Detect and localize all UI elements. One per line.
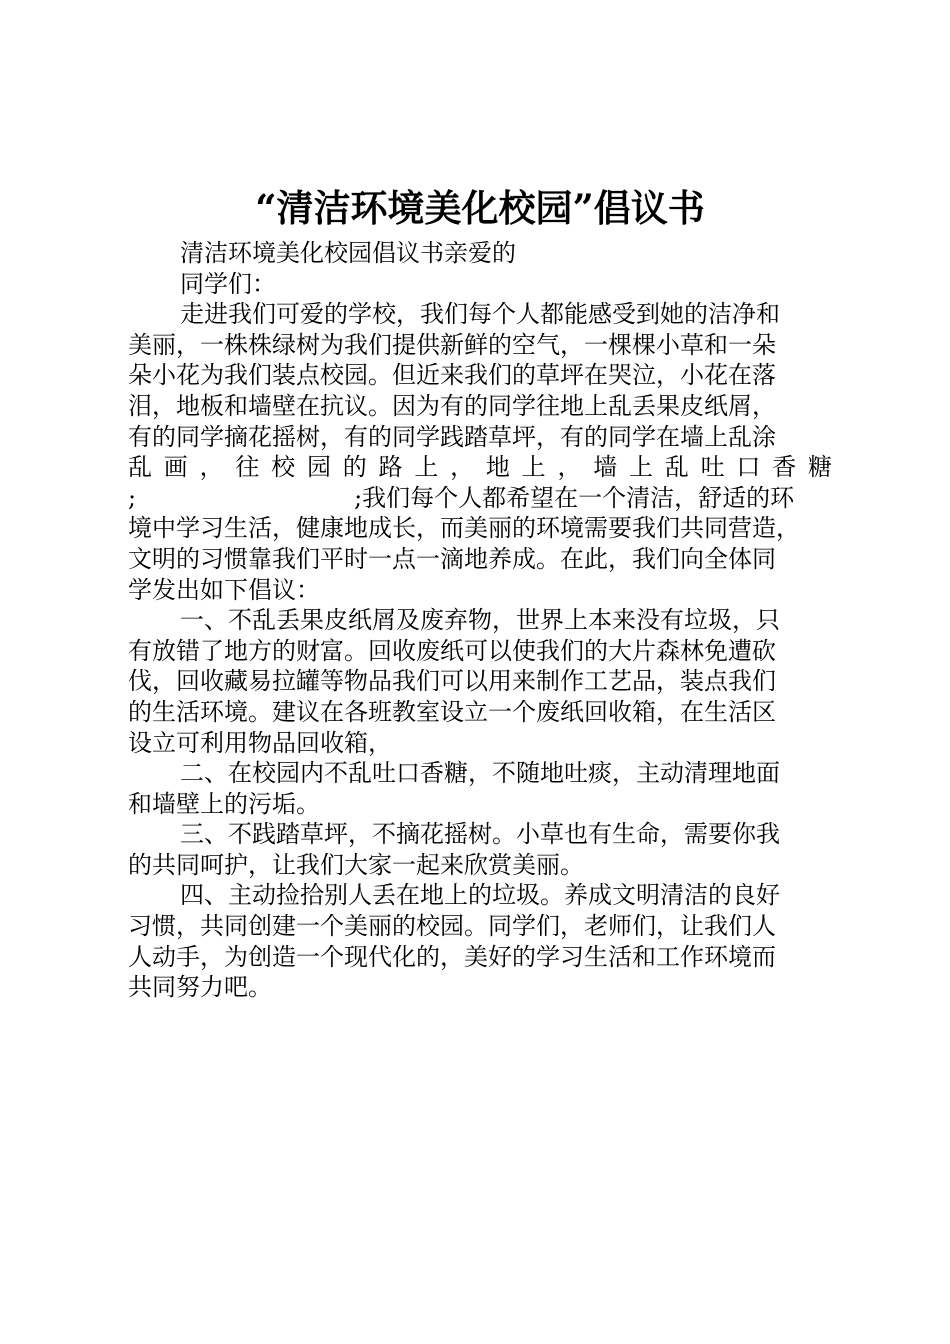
text-line: 四、主动捡拾别人丢在地上的垃圾。养成文明清洁的良好 xyxy=(180,881,780,910)
semicolon-mark: ; xyxy=(128,483,137,512)
text-line: 清洁环境美化校园倡议书亲爱的 xyxy=(180,239,516,267)
text-line: 三、不践踏草坪，不摘花摇树。小草也有生命，需要你我 xyxy=(180,820,780,849)
text-line: 学发出如下倡议： xyxy=(128,575,320,604)
text-line: 有放错了地方的财富。回收废纸可以使我们的大片森林免遭砍 xyxy=(128,636,776,665)
text-line-split xyxy=(128,483,832,514)
text-line: 有的同学摘花摇树，有的同学践踏草坪，有的同学在墙上乱涂 xyxy=(128,422,776,451)
text-line-justified: 乱画，往校园的路上，地上，墙上乱吐口香糖 xyxy=(128,453,832,482)
text-line: 和墙壁上的污垢。 xyxy=(128,789,320,818)
text-line: 一、不乱丢果皮纸屑及废弃物，世界上本来没有垃圾，只 xyxy=(180,606,780,635)
document-body xyxy=(128,238,832,1003)
text-line: 的生活环境。建议在各班教室设立一个废纸回收箱，在生活区 xyxy=(128,697,776,726)
text-line: 同学们： xyxy=(180,269,276,298)
text-line: 美丽，一株株绿树为我们提供新鲜的空气，一棵棵小草和一朵 xyxy=(128,330,776,359)
text-fragment: ;我们每个人都希望在一个清洁，舒适的环 xyxy=(354,483,795,512)
text-line: 设立可利用物品回收箱， xyxy=(128,728,392,757)
text-line: 二、在校园内不乱吐口香糖，不随地吐痰，主动清理地面 xyxy=(180,759,780,788)
text-line: 伐，回收藏易拉罐等物品我们可以用来制作工艺品，装点我们 xyxy=(128,667,776,696)
text-line: 的共同呵护，让我们大家一起来欣赏美丽。 xyxy=(128,850,584,879)
text-line: 人动手，为创造一个现代化的，美好的学习生活和工作环境而 xyxy=(128,942,776,971)
text-line: 文明的习惯靠我们平时一点一滴地养成。在此，我们向全体同 xyxy=(128,544,776,573)
document-title: “清洁环境美化校园”倡议书 xyxy=(255,186,705,230)
text-line: 境中学习生活，健康地成长，而美丽的环境需要我们共同营造， xyxy=(128,514,800,543)
text-line: 习惯，共同创建一个美丽的校园。同学们，老师们，让我们人 xyxy=(128,912,776,941)
text-line: 泪，地板和墙壁在抗议。因为有的同学往地上乱丢果皮纸屑， xyxy=(128,391,776,420)
text-line: 走进我们可爱的学校，我们每个人都能感受到她的洁净和 xyxy=(180,300,780,329)
text-line: 共同努力吧。 xyxy=(128,973,272,1002)
text-line: 朵小花为我们装点校园。但近来我们的草坪在哭泣，小花在落 xyxy=(128,361,776,390)
